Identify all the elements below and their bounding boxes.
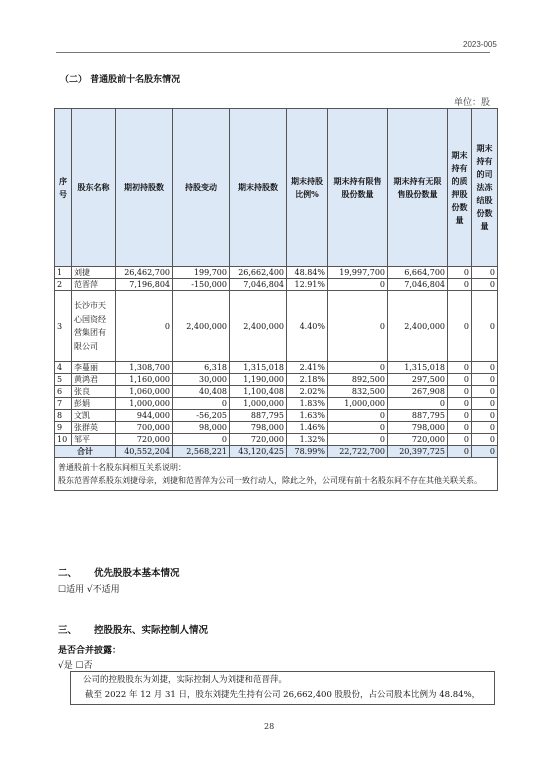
row-number: 9 [55, 422, 72, 434]
table-cell: -56,205 [173, 410, 230, 422]
table-cell: 199,700 [173, 267, 230, 279]
col-header: 期末持有的质押股份数量 [448, 109, 472, 267]
table-cell: 7,046,804 [230, 279, 287, 291]
table-cell: 0 [448, 422, 472, 434]
table-row [55, 386, 498, 398]
table-cell: 4.40% [287, 291, 328, 362]
merge-disclosure-options: √是 ☐否 [58, 661, 93, 671]
table-cell: 1.32% [287, 434, 328, 446]
table-cell: 0 [116, 291, 173, 362]
applicability-options: ☐适用 √不适用 [58, 585, 120, 595]
table-cell: 1.63% [287, 410, 328, 422]
table-cell: 1,308,700 [116, 362, 173, 374]
table-cell: 12.91% [287, 279, 328, 291]
table-cell: 48.84% [287, 267, 328, 279]
table-header-row [55, 109, 498, 267]
section-title-top-ten-shareholders: （二） 普通股前十名股东情况 [60, 75, 181, 85]
section-title-controlling-shareholder [58, 622, 208, 636]
table-cell: 1.46% [287, 422, 328, 434]
row-number: 7 [55, 398, 72, 410]
page-number: 28 [264, 722, 275, 731]
table-row [55, 434, 498, 446]
col-header: 期末持有限售股份数量 [328, 109, 388, 267]
table-row [55, 422, 498, 434]
table-cell: 798,000 [388, 422, 448, 434]
shareholders-table [54, 108, 498, 491]
table-cell: 0 [472, 374, 498, 386]
table-cell: 1,315,018 [388, 362, 448, 374]
table-cell: 1,100,408 [230, 386, 287, 398]
table-cell: 700,000 [116, 422, 173, 434]
col-header: 期末持股比例% [287, 109, 328, 267]
total-label: 合计 [55, 446, 116, 458]
table-cell: 0 [448, 386, 472, 398]
document-code: 2023-005 [463, 40, 497, 49]
table-row [55, 398, 498, 410]
table-cell: 0 [472, 362, 498, 374]
table-cell: 0 [448, 374, 472, 386]
table-cell: 0 [472, 291, 498, 362]
table-cell: 1.83% [287, 398, 328, 410]
col-header: 期末持股数 [230, 109, 287, 267]
table-cell: 267,908 [388, 386, 448, 398]
table-cell: 0 [472, 398, 498, 410]
controlling-shareholder-box [70, 671, 495, 705]
col-header: 期末持有无限售股份数量 [388, 109, 448, 267]
col-header: 持股变动 [173, 109, 230, 267]
table-cell: 6,664,700 [388, 267, 448, 279]
relationship-note [55, 458, 498, 491]
row-number: 6 [55, 386, 72, 398]
table-cell: 0 [448, 398, 472, 410]
section-title-text: 优先股股本基本情况 [94, 568, 180, 579]
table-cell: 1,000,000 [230, 398, 287, 410]
relationship-note-heading: 普通股前十名股东间相互关系说明： [58, 463, 186, 472]
table-cell: 2.18% [287, 374, 328, 386]
table-row [55, 410, 498, 422]
table-cell: 0 [472, 434, 498, 446]
controlling-shareholder-line: 公司的控股股东为刘捷，实际控制人为刘捷和范晋萍。 [83, 675, 288, 685]
table-cell: 0 [328, 362, 388, 374]
row-number: 2 [55, 279, 72, 291]
section-number: 三、 [58, 625, 78, 636]
table-cell: 0 [328, 434, 388, 446]
table-cell: 0 [472, 446, 498, 458]
table-cell: 0 [448, 291, 472, 362]
section-number: 二、 [58, 568, 78, 579]
table-cell: 0 [448, 446, 472, 458]
table-cell: 2.02% [287, 386, 328, 398]
table-cell: 1,315,018 [230, 362, 287, 374]
shareholder-name: 长沙市天心国资经营集团有限公司 [72, 291, 116, 362]
controlling-shareholder-line: 截至 2022 年 12 月 31 日，股东刘捷先生持有公司 26,662,400 股股份，占公司股本比例为 48.84%， [85, 690, 481, 700]
table-cell: 720,000 [230, 434, 287, 446]
merge-disclosure-label: 是否合并披露： [58, 646, 122, 656]
section-title-preferred-shares [58, 565, 180, 579]
table-cell: 0 [448, 279, 472, 291]
table-cell: 0 [173, 434, 230, 446]
table-cell: 832,500 [328, 386, 388, 398]
table-cell: 43,120,425 [230, 446, 287, 458]
table-cell: 2,568,221 [173, 446, 230, 458]
col-header: 股东名称 [72, 109, 116, 267]
row-number: 4 [55, 362, 72, 374]
col-header: 序号 [55, 109, 72, 267]
table-cell: 2.41% [287, 362, 328, 374]
table-cell: 0 [328, 291, 388, 362]
table-cell: 0 [388, 398, 448, 410]
table-cell: 0 [328, 410, 388, 422]
table-cell: 7,196,804 [116, 279, 173, 291]
table-cell: 2,400,000 [388, 291, 448, 362]
row-number: 10 [55, 434, 72, 446]
row-number: 1 [55, 267, 72, 279]
table-cell: 0 [448, 410, 472, 422]
table-cell: 0 [328, 422, 388, 434]
table-cell: 0 [472, 267, 498, 279]
table-cell: 0 [173, 398, 230, 410]
table-cell: 6,318 [173, 362, 230, 374]
row-number: 8 [55, 410, 72, 422]
table-cell: 1,060,000 [116, 386, 173, 398]
row-number: 5 [55, 374, 72, 386]
table-row [55, 374, 498, 386]
table-cell: 2,400,000 [230, 291, 287, 362]
shareholder-name: 李蔓丽 [72, 362, 116, 374]
shareholder-name: 张良 [72, 386, 116, 398]
unit-label: 单位：股 [454, 98, 491, 108]
table-cell: 40,408 [173, 386, 230, 398]
table-cell: 887,795 [388, 410, 448, 422]
table-cell: 2,400,000 [173, 291, 230, 362]
table-cell: 944,000 [116, 410, 173, 422]
table-cell: 22,722,700 [328, 446, 388, 458]
shareholder-name: 文凯 [72, 410, 116, 422]
table-cell: 1,190,000 [230, 374, 287, 386]
table-row [55, 291, 498, 362]
shareholder-name: 彭娟 [72, 398, 116, 410]
table-cell: 798,000 [230, 422, 287, 434]
table-cell: 0 [472, 386, 498, 398]
table-cell: 0 [328, 279, 388, 291]
relationship-note-row [55, 458, 498, 491]
shareholder-name: 张群英 [72, 422, 116, 434]
table-cell: 40,552,204 [116, 446, 173, 458]
table-cell: 30,000 [173, 374, 230, 386]
shareholder-name: 邹平 [72, 434, 116, 446]
table-cell: 0 [472, 410, 498, 422]
table-cell: 887,795 [230, 410, 287, 422]
table-cell: 0 [448, 267, 472, 279]
table-cell: 297,500 [388, 374, 448, 386]
shareholder-name: 黄鸿君 [72, 374, 116, 386]
table-cell: 19,997,700 [328, 267, 388, 279]
table-cell: 0 [472, 279, 498, 291]
row-number: 3 [55, 291, 72, 362]
table-cell: 26,662,400 [230, 267, 287, 279]
col-header: 期初持股数 [116, 109, 173, 267]
table-cell: 0 [448, 362, 472, 374]
table-cell: -150,000 [173, 279, 230, 291]
shareholder-name: 范晋萍 [72, 279, 116, 291]
table-cell: 7,046,804 [388, 279, 448, 291]
table-row [55, 362, 498, 374]
table-row [55, 267, 498, 279]
shareholder-name: 刘捷 [72, 267, 116, 279]
table-cell: 0 [448, 434, 472, 446]
col-header: 期末持有的司法冻结股份数量 [472, 109, 498, 267]
table-cell: 78.99% [287, 446, 328, 458]
relationship-note-body: 股东范晋萍系股东刘捷母亲，刘捷和范晋萍为公司一致行动人，除此之外，公司现有前十名股东间不存在其他关联关系。 [58, 476, 482, 485]
table-cell: 20,397,725 [388, 446, 448, 458]
table-cell: 98,000 [173, 422, 230, 434]
section-title-text: 控股股东、实际控制人情况 [94, 625, 209, 636]
table-cell: 26,462,700 [116, 267, 173, 279]
table-cell: 720,000 [116, 434, 173, 446]
table-cell: 1,000,000 [328, 398, 388, 410]
table-cell: 0 [472, 422, 498, 434]
table-cell: 1,000,000 [116, 398, 173, 410]
header-rule [56, 52, 490, 53]
table-cell: 720,000 [388, 434, 448, 446]
table-cell: 892,500 [328, 374, 388, 386]
table-total-row [55, 446, 498, 458]
table-row [55, 279, 498, 291]
table-cell: 1,160,000 [116, 374, 173, 386]
